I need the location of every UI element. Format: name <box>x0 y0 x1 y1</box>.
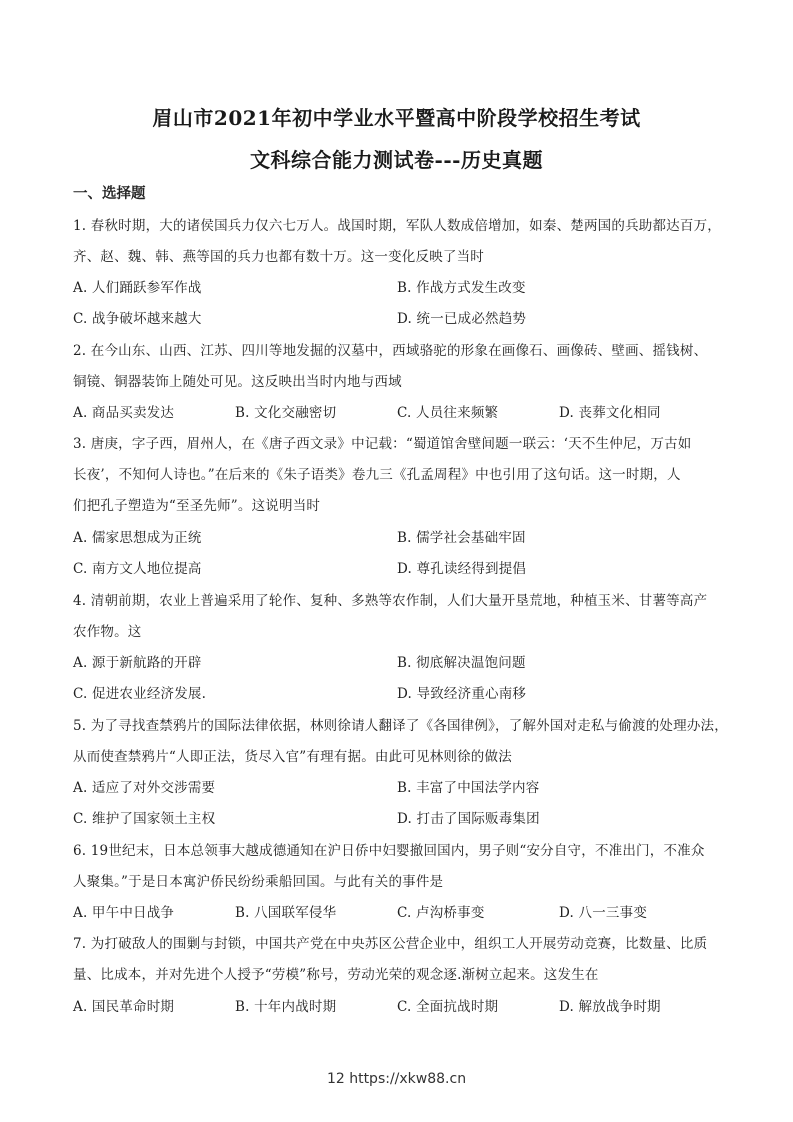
question-3-option-a: A. 儒家思想成为正统 <box>73 530 202 546</box>
question-6-line-1: 6. 19世纪末，日本总领事大越成德通知在沪日侨中妇婴撤回国内，男子则“安分自守，不准出门，不准众 <box>73 843 705 859</box>
question-7-line-2: 量、比成本，并对先进个人授予“劳模”称号，劳动光荣的观念逐.渐树立起来。这发生在 <box>73 967 599 983</box>
question-4-option-b: B. 彻底解决温饱问题 <box>397 655 526 671</box>
question-4-option-a: A. 源于新航路的开辟 <box>73 655 202 671</box>
question-6-option-c: C. 卢沟桥事变 <box>397 905 485 921</box>
question-3-line-1: 3. 唐庚，字子西，眉州人，在《唐子西文录》中记载：“蜀道馆舍壁间题一联云：‘天不生仲尼，万古如 <box>73 436 692 452</box>
question-6-option-b: B. 八国联军侵华 <box>235 905 337 921</box>
question-5-line-2: 从而使查禁鸦片“人即正法，货尽入官”有理有据。由此可见林则徐的做法 <box>73 749 512 765</box>
question-5-option-d: D. 打击了国际贩毒集团 <box>397 811 540 827</box>
question-7-option-b: B. 十年内战时期 <box>235 999 337 1015</box>
question-6-option-a: A. 甲午中日战争 <box>73 905 175 921</box>
question-3-line-3: 们把孔子塑造为“至圣先师”。这说明当时 <box>73 498 321 514</box>
question-5-line-1: 5. 为了寻找查禁鸦片的国际法律依据，林则徐请人翻译了《各国律例》，了解外国对走私与偷渡的处理办法， <box>73 718 728 734</box>
question-2-line-1: 2. 在今山东、山西、江苏、四川等地发掘的汉墓中，西域骆驼的形象在画像石、画像砖、壁画、摇钱树、 <box>73 343 708 359</box>
question-1-option-d: D. 统一已成必然趋势 <box>397 311 527 327</box>
question-1-line-2: 齐、赵、魏、韩、燕等国的兵力也都有数十万。这一变化反映了当时 <box>73 249 484 265</box>
question-1-option-c: C. 战争破坏越来越大 <box>73 311 202 327</box>
question-3-line-2: 长夜’，不知何人诗也。”在后来的《朱子语类》卷九三《孔孟周程》中也引用了这句话。这一时期，人 <box>73 467 681 483</box>
question-7-option-a: A. 国民革命时期 <box>73 999 175 1015</box>
question-1-option-a: A. 人们踊跃参军作战 <box>73 280 202 296</box>
question-4-line-2: 农作物。这 <box>73 624 142 640</box>
question-1-line-1: 1. 春秋时期，大的诸侯国兵力仅六七万人。战国时期，军队人数成倍增加，如秦、楚两国的兵助都达百万， <box>73 218 721 234</box>
section-heading: 一、选择题 <box>73 185 146 202</box>
question-3-option-d: D. 尊孔读经得到提倡 <box>397 561 527 577</box>
question-3-option-b: B. 儒学社会基础牢固 <box>397 530 526 546</box>
question-7-line-1: 7. 为打破敌人的围剿与封锁，中国共产党在中央苏区公营企业中，组织工人开展劳动竞赛，比数量、比质 <box>73 936 708 952</box>
question-4-option-d: D. 导致经济重心南移 <box>397 686 527 702</box>
question-6-line-2: 人聚集。”于是日本寓沪侨民纷纷乘船回国。与此有关的事件是 <box>73 874 444 890</box>
page-footer: 12 https://xkw88.cn <box>326 1071 467 1087</box>
question-7-option-c: C. 全面抗战时期 <box>397 999 499 1015</box>
question-2-option-a: A. 商品买卖发达 <box>73 405 175 421</box>
question-2-option-d: D. 丧葬文化相同 <box>559 405 661 421</box>
question-5-option-a: A. 适应了对外交涉需要 <box>73 780 216 796</box>
question-4-line-1: 4. 清朝前期，农业上普遍采用了轮作、复种、多熟等农作制，人们大量开垦荒地，种植玉米、甘薯等高产 <box>73 593 708 609</box>
question-2-option-b: B. 文化交融密切 <box>235 405 337 421</box>
exam-title: 眉山市2021年初中学业水平暨高中阶段学校招生考试 <box>152 106 641 130</box>
question-4-option-c: C. 促进农业经济发展. <box>73 686 207 702</box>
question-5-option-c: C. 维护了国家领土主权 <box>73 811 216 827</box>
question-3-option-c: C. 南方文人地位提高 <box>73 561 202 577</box>
question-2-line-2: 铜镜、铜器装饰上随处可见。这反映出当时内地与西域 <box>73 374 402 390</box>
question-7-option-d: D. 解放战争时期 <box>559 999 661 1015</box>
exam-subtitle: 文科综合能力测试卷---历史真题 <box>250 148 543 172</box>
question-6-option-d: D. 八一三事变 <box>559 905 648 921</box>
question-1-option-b: B. 作战方式发生改变 <box>397 280 526 296</box>
question-2-option-c: C. 人员往来频繁 <box>397 405 499 421</box>
question-5-option-b: B. 丰富了中国法学内容 <box>397 780 540 796</box>
